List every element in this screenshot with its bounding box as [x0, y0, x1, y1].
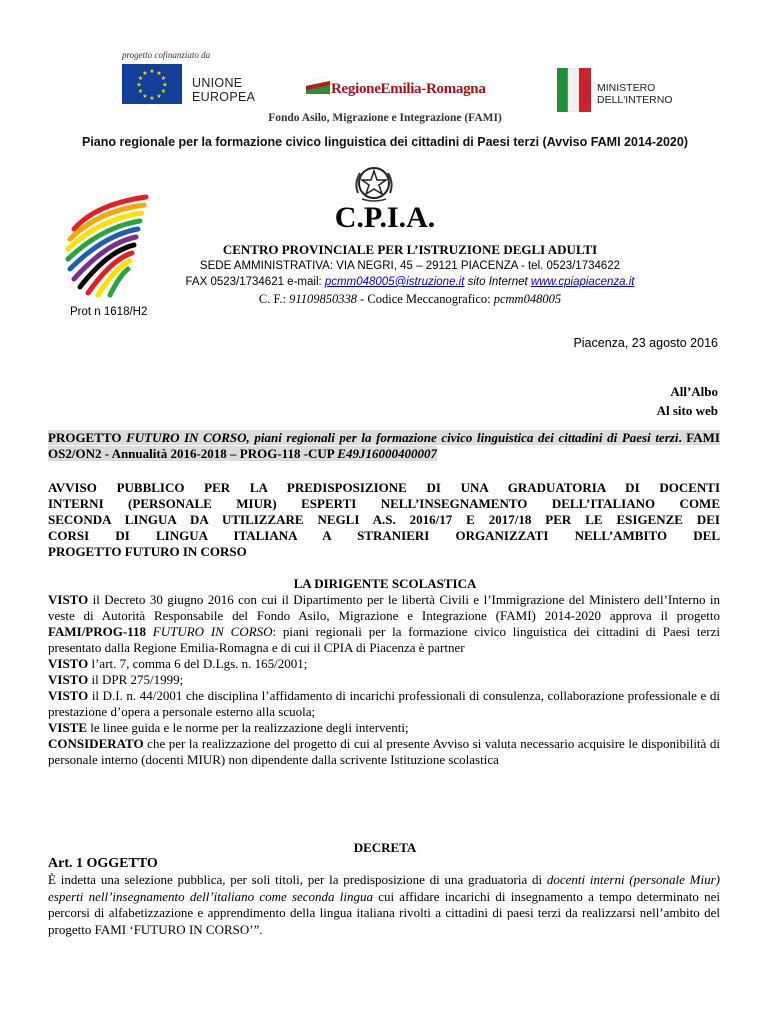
decreta-heading: DECRETA [353, 840, 417, 855]
email-link[interactable]: pcmm048005@istruzione.it [324, 276, 465, 288]
eu-logo-text [192, 76, 255, 104]
svg-text:★: ★ [137, 88, 144, 95]
visto-keyword: VISTO [48, 688, 89, 703]
article-1-title: Art. 1 OGGETTO [48, 856, 158, 871]
fondo-heading: Fondo Asilo, Migrazione e Integrazione (FAMI) [268, 112, 502, 124]
project-codes: . FAMI OS2/ON2 - Annualità 2016-2018 – PROG-118 -CUP [48, 430, 720, 461]
svg-text:★: ★ [156, 93, 162, 100]
website-link[interactable]: www.cpiapiacenza.it [530, 276, 635, 288]
considerato-paragraph [48, 736, 720, 768]
eu-flag-logo [122, 64, 182, 104]
school-name: CENTRO PROVINCIALE PER L’ISTRUZIONE DEGLI ADULTI [222, 242, 598, 257]
fiscal-code-line [100, 292, 720, 307]
piano-heading: Piano regionale per la formazione civico linguistica dei cittadini di Paesi terzi (Avviso FAMI 2014-2020) [82, 135, 688, 149]
avviso-heading [48, 480, 720, 560]
visto-text: l’art. 7, comma 6 del D.Lgs. n. 165/2001; [88, 656, 308, 671]
website-label: sito Internet [464, 276, 531, 288]
protocol-number: Prot n 1618/H2 [70, 306, 148, 318]
svg-text:★: ★ [156, 70, 162, 77]
visto-project-name: FUTURO IN CORSO [152, 624, 273, 639]
visto-keyword: VISTE [48, 720, 88, 735]
codice-value: pcmm048005 [493, 292, 562, 306]
avviso-line: AVVISO PUBBLICO PER LA PREDISPOSIZIONE DI UNA GRADUATORIA DI DOCENTI [48, 480, 720, 495]
cf-label: C. F.: [258, 292, 290, 306]
cofinanziato-caption: progetto cofinanziato da [122, 50, 211, 60]
article-1-text [48, 872, 720, 938]
visto-text: le linee guida e le norme per la realizzazione degli interventi; [87, 720, 409, 735]
codice-label: - Codice Meccanografico: [356, 292, 494, 306]
visto-text: : piani regionali per la formazione civico linguistica dei cittadini di Paesi terzi presentato dalla Regione Emilia-Romagna e di cui il CPIA di Piacenza è partner [48, 624, 721, 655]
cf-value: 91109850338 [289, 292, 357, 306]
svg-text:★: ★ [136, 81, 142, 89]
ministero-text-line2: DELL'INTERNO [597, 94, 673, 106]
project-title: FUTURO IN CORSO, piani regionali per la formazione civico linguistica dei cittadini di Paesi terzi [126, 430, 679, 445]
visto-paragraph [48, 720, 720, 736]
visto-text: il Decreto 30 giugno 2016 con cui il Dipartimento per le libertà Civili e l’Immigrazione del Ministero dell’Interno in veste di Autorità Responsabile del Fondo Asilo, Migrazione e Integrazione (FAMI) 2014-2020 approva il progetto [48, 592, 720, 623]
visto-keyword: VISTO [48, 592, 89, 607]
avviso-line: PROGETTO FUTURO IN CORSO [48, 544, 247, 559]
recipients [657, 382, 718, 420]
regione-logo-text: RegioneEmilia-Romagna [331, 81, 486, 97]
regione-emilia-romagna-logo [306, 72, 330, 101]
svg-text:★: ★ [149, 68, 155, 75]
svg-text:★: ★ [142, 70, 148, 77]
svg-text:★: ★ [149, 95, 155, 102]
project-prefix: PROGETTO [48, 430, 127, 445]
project-cup: E49J16000400007 [337, 446, 437, 461]
visto-keyword: VISTO [48, 672, 89, 687]
visto-paragraph [48, 656, 720, 672]
visto-paragraph [48, 688, 720, 720]
document-date: Piacenza, 23 agosto 2016 [573, 336, 718, 350]
ministero-interno-logo [557, 68, 591, 117]
fax-label: FAX 0523/1734621 e-mail: [185, 276, 325, 288]
svg-text:★: ★ [137, 75, 144, 82]
school-address: SEDE AMMINISTRATIVA: VIA NEGRI, 45 – 29121 PIACENZA - tel. 0523/1734622 [199, 260, 621, 272]
recipient-sito: Al sito web [656, 403, 718, 418]
svg-text:★: ★ [162, 81, 168, 89]
dirigente-heading: LA DIRIGENTE SCOLASTICA [293, 576, 477, 591]
school-contacts [90, 276, 730, 288]
visto-paragraph [48, 672, 720, 688]
visto-paragraph [48, 592, 720, 656]
visto-text: il DPR 275/1999; [88, 672, 184, 687]
svg-text:★: ★ [160, 88, 167, 95]
article-text: cui affidare incarichi di insegnamento a tempo determinato nei percorsi di alfabetizzazione e apprendimento della lingua italiana rivolti a cittadini di paesi terzi da realizzarsi nell’ambito del progetto FAMI ‘FUTURO IN CORSO’”. [48, 888, 720, 937]
ministero-text-line1: MINISTERO [597, 82, 656, 94]
ministero-logo-text [597, 82, 673, 106]
considerato-keyword: CONSIDERATO [48, 736, 144, 751]
project-heading [48, 430, 720, 462]
visto-project-code: FAMI/PROG-118 [48, 624, 146, 639]
svg-text:★: ★ [160, 75, 167, 82]
visto-keyword: VISTO [48, 656, 89, 671]
recipient-albo: All’Albo [670, 384, 718, 399]
avviso-line: CORSI DI LINGUA ITALIANA A STRANIERI ORGANIZZATI NELL’AMBITO DEL [48, 528, 720, 543]
article-text: È indetta una selezione pubblica, per soli titoli, per la predisposizione di una graduatoria di [48, 872, 547, 887]
visto-text: il D.I. n. 44/2001 che disciplina l’affidamento di incarichi professionali di consulenza, collaborazione professionale e di prestazione d’opera a personale esterno alla scuola; [48, 688, 720, 719]
avviso-line: SECONDA LINGUA DA UTILIZZARE NEGLI A.S. 2016/17 E 2017/18 PER LE ESIGENZE DEI [48, 512, 720, 527]
visto-section [48, 592, 720, 768]
avviso-line: INTERNI (PERSONALE MIUR) ESPERTI NELL’INSEGNAMENTO DELL’ITALIANO COME [48, 496, 720, 511]
eu-text-line1: UNIONE [192, 76, 243, 90]
considerato-text: che per la realizzazione del progetto di cui al presente Avviso si valuta necessario acquisire le disponibilità di personale interno (docenti MIUR) non dipendente dalla scrivente Istituzione scolastica [48, 736, 720, 767]
eu-text-line2: EUROPEA [192, 90, 256, 104]
article-text-italic: docenti interni (personale Miur) esperti nell’insegnamento dell’italiano come seconda lingua [48, 872, 721, 904]
svg-text:★: ★ [142, 93, 148, 100]
cpia-title: C.P.I.A. [334, 201, 436, 234]
